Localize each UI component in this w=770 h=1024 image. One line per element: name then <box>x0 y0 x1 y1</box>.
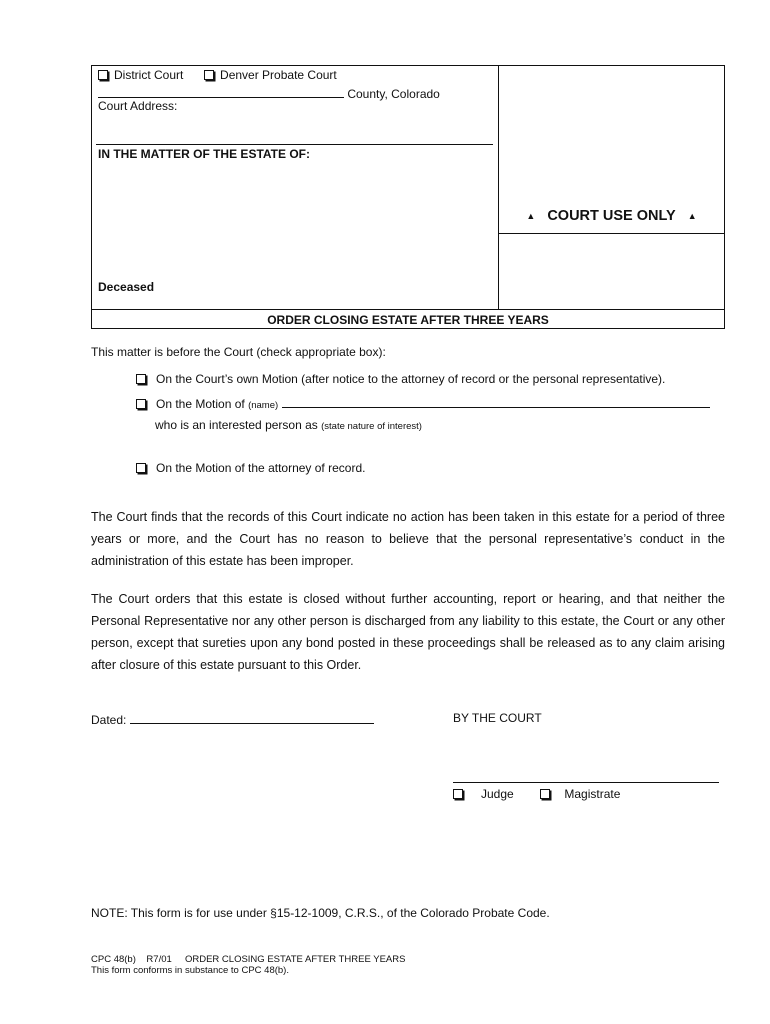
by-the-court-label: BY THE COURT <box>453 711 542 725</box>
option-motion-of <box>136 395 710 411</box>
arrow-up-icon: ▲ <box>526 211 536 221</box>
option-attorney <box>136 461 365 475</box>
court-address-label: Court Address: <box>98 99 178 113</box>
caption-divider-vertical <box>498 65 499 309</box>
findings-paragraph: The Court finds that the records of this Court indicate no action has been taken in this estate for a period of three years or more, and the Court has no reason to believe that the personal representative’s conduct in the administration of this estate has been improper. <box>91 510 725 568</box>
form-footer <box>91 954 405 976</box>
court-address-line[interactable] <box>96 144 493 145</box>
form-title: ORDER CLOSING ESTATE AFTER THREE YEARS <box>267 313 549 327</box>
denver-probate-label: Denver Probate Court <box>220 68 337 82</box>
interest-label: who is an interested person as <box>155 418 318 432</box>
court-use-only <box>498 208 725 224</box>
deceased-label: Deceased <box>98 280 155 294</box>
intro-text: This matter is before the Court (check appropriate box): <box>91 345 386 359</box>
orders-paragraph: The Court orders that this estate is closed without further accounting, report or hearing, and that neither the Personal Representative nor any other person is discharged from any liability to this estate, the Court or any other person, except that sureties upon any bond posted in these proceedings shall be released as to any claim arising after closure of this estate pursuant to this Order. <box>91 592 725 672</box>
form-id: CPC 48(b) R7/01 ORDER CLOSING ESTATE AFTER THREE YEARS <box>91 954 406 965</box>
judge-label: Judge <box>481 787 514 801</box>
denver-probate-checkbox[interactable] <box>204 70 214 80</box>
own-motion-label: On the Court’s own Motion (after notice to the attorney of record or the personal representative). <box>156 372 666 386</box>
interest-hint: (state nature of interest) <box>321 421 422 432</box>
dated-row <box>91 711 374 727</box>
county-input-line[interactable] <box>98 84 344 98</box>
usage-note: NOTE: This form is for use under §15-12-1009, C.R.S., of the Colorado Probate Code. <box>91 906 550 920</box>
judge-checkbox[interactable] <box>453 789 463 799</box>
motion-of-label: On the Motion of <box>156 397 245 411</box>
option-own-motion <box>136 372 665 386</box>
magistrate-checkbox[interactable] <box>540 789 550 799</box>
caption-box <box>91 65 725 329</box>
title-row-divider <box>91 309 725 310</box>
district-court-label: District Court <box>114 68 184 82</box>
dated-label: Dated: <box>91 713 127 727</box>
motion-of-checkbox[interactable] <box>136 399 146 409</box>
date-input-line[interactable] <box>130 711 374 724</box>
conformity-note: This form conforms in substance to CPC 48(b). <box>91 965 289 976</box>
attorney-motion-label: On the Motion of the attorney of record. <box>156 461 366 475</box>
court-use-only-label: COURT USE ONLY <box>547 208 676 224</box>
attorney-motion-checkbox[interactable] <box>136 463 146 473</box>
county-label: County, Colorado <box>347 87 440 101</box>
officer-type-row <box>453 787 620 801</box>
estate-matter-label: IN THE MATTER OF THE ESTATE OF: <box>98 147 310 161</box>
signature-line[interactable] <box>453 782 719 783</box>
own-motion-checkbox[interactable] <box>136 374 146 384</box>
movant-name-line[interactable] <box>282 395 710 408</box>
court-type-row <box>98 68 337 82</box>
name-hint: (name) <box>248 400 279 411</box>
court-use-divider <box>498 233 725 234</box>
interest-row <box>155 418 422 432</box>
arrow-up-icon: ▲ <box>687 211 697 221</box>
magistrate-label: Magistrate <box>564 787 621 801</box>
district-court-checkbox[interactable] <box>98 70 108 80</box>
